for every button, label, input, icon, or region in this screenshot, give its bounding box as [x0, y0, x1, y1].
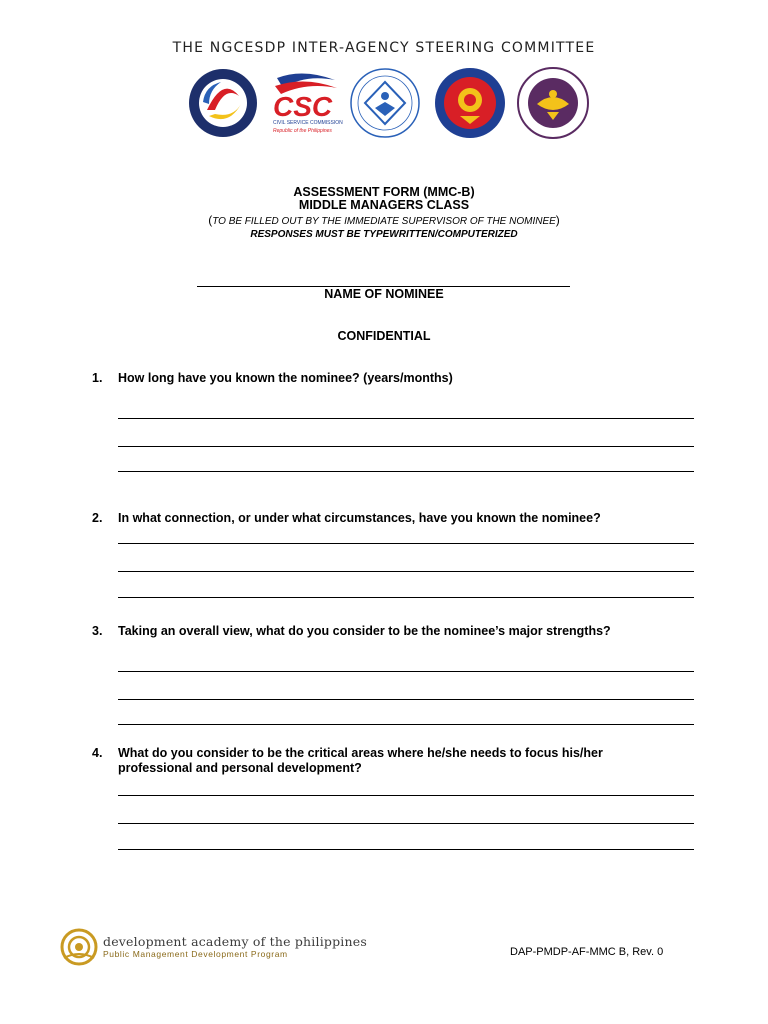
question-1-answer-line-1[interactable]	[118, 418, 694, 419]
form-instruction	[0, 213, 768, 227]
question-2-text: In what connection, or under what circumstances, have you known the nominee?	[118, 511, 601, 525]
dof-seal	[518, 68, 588, 138]
confidential-label: CONFIDENTIAL	[337, 329, 431, 343]
paren-close: )	[555, 213, 560, 227]
form-code: DAP-PMDP-AF-MMC B, Rev. 0	[510, 946, 664, 958]
form-subtitle: MIDDLE MANAGERS CLASS	[298, 198, 470, 212]
question-3-answer-line-2[interactable]	[118, 699, 694, 700]
form-title: ASSESSMENT FORM (MMC-B)	[293, 185, 475, 199]
question-4-answer-line-1[interactable]	[118, 795, 694, 796]
response-note: RESPONSES MUST BE TYPEWRITTEN/COMPUTERIZED	[250, 229, 518, 240]
question-1-number: 1.	[92, 371, 103, 385]
question-1-answer-line-3[interactable]	[118, 471, 694, 472]
question-1-text: How long have you known the nominee? (years/months)	[118, 371, 453, 385]
question-4-answer-line-2[interactable]	[118, 823, 694, 824]
question-3-text: Taking an overall view, what do you consider to be the nominee’s major strengths?	[118, 624, 611, 638]
question-4-text: What do you consider to be the critical areas where he/she needs to focus his/her professional and personal development?	[118, 746, 603, 775]
dap-logo-icon	[60, 928, 98, 966]
question-2-number: 2.	[92, 511, 103, 525]
committee-title: THE NGCESDP INTER-AGENCY STEERING COMMITTEE	[172, 40, 596, 56]
question-2-answer-line-2[interactable]	[118, 571, 694, 572]
question-3-number: 3.	[92, 624, 103, 638]
question-1-answer-line-2[interactable]	[118, 446, 694, 447]
csc-line1: CIVIL SERVICE COMMISSION	[273, 120, 343, 126]
question-3-answer-line-3[interactable]	[118, 724, 694, 725]
neda-seal	[351, 69, 419, 137]
nominee-name-label: NAME OF NOMINEE	[324, 287, 444, 301]
agency-logos	[185, 66, 595, 140]
question-4-number: 4.	[92, 746, 103, 760]
question-4-answer-line-3[interactable]	[118, 849, 694, 850]
question-2-answer-line-3[interactable]	[118, 597, 694, 598]
svg-text:CSC: CSC	[273, 91, 333, 122]
dbm-seal	[435, 68, 505, 138]
question-2-answer-line-1[interactable]	[118, 543, 694, 544]
ceso-board-seal	[189, 69, 257, 137]
dap-program-name: Public Management Development Program	[103, 949, 288, 959]
csc-line2: Republic of the Philippines	[273, 128, 332, 134]
instruction-text: TO BE FILLED OUT BY THE IMMEDIATE SUPERVISOR OF THE NOMINEE	[212, 216, 556, 227]
question-3-answer-line-1[interactable]	[118, 671, 694, 672]
dap-org-name: development academy of the philippines	[103, 934, 367, 949]
csc-logo	[273, 73, 343, 134]
paren-open: (	[208, 213, 213, 227]
